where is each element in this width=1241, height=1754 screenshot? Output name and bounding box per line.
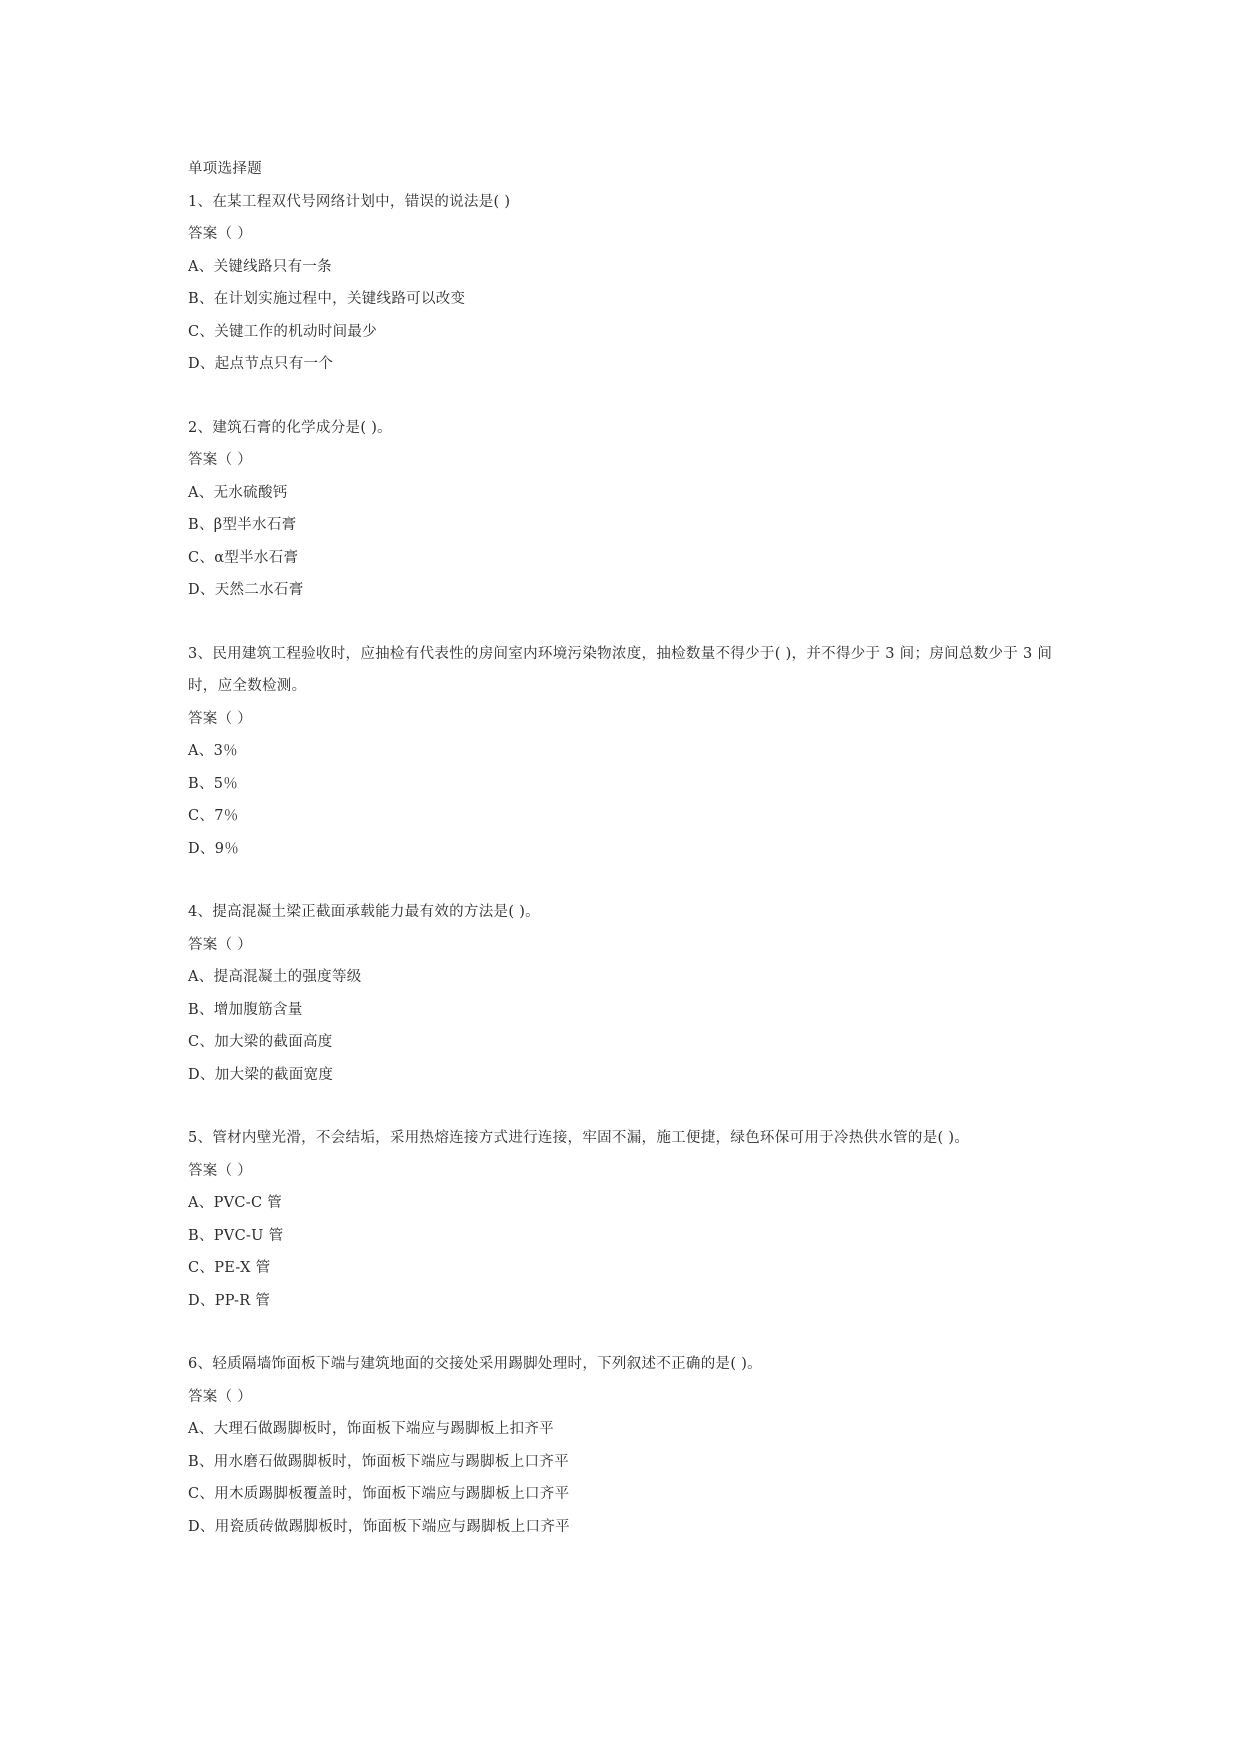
option-a: A、提高混凝土的强度等级: [188, 969, 362, 985]
question-4: [188, 896, 1068, 1091]
option-c: C、用木质踢脚板覆盖时，饰面板下端应与踢脚板上口齐平: [188, 1486, 570, 1502]
option-d: D、起点节点只有一个: [188, 356, 334, 372]
option-d: D、天然二水石膏: [188, 582, 304, 598]
spacer: [188, 607, 1068, 638]
option-b: B、增加腹筋含量: [188, 1001, 303, 1018]
spacer: [188, 381, 1068, 412]
spacer: [188, 1091, 1068, 1122]
option-b: B、在计划实施过程中，关键线路可以改变: [188, 291, 466, 307]
question-text: 5、管材内壁光滑，不会结垢，采用热熔连接方式进行连接，牢固不漏，施工便捷，绿色环保可用于冷热供水管的是( )。: [188, 1130, 970, 1146]
spacer: [188, 1317, 1068, 1348]
spacer: [188, 865, 1068, 896]
option-d: D、加大梁的截面宽度: [188, 1066, 334, 1083]
option-d: D、PP-R 管: [188, 1292, 271, 1309]
question-1: [188, 186, 1068, 381]
question-text: 1、在某工程双代号网络计划中，错误的说法是( ): [188, 193, 511, 210]
option-d: D、9％: [188, 840, 240, 857]
question-text: 2、建筑石膏的化学成分是( )。: [188, 419, 392, 436]
option-b: B、用水磨石做踢脚板时，饰面板下端应与踢脚板上口齐平: [188, 1453, 569, 1470]
question-text: 3、民用建筑工程验收时，应抽检有代表性的房间室内环境污染物浓度，抽检数量不得少于( )，并不得少于 3 间；房间总数少于 3 间时，应全数检测。: [188, 645, 1053, 694]
option-d: D、用瓷质砖做踢脚板时，饰面板下端应与踢脚板上口齐平: [188, 1518, 570, 1535]
option-c: C、α型半水石膏: [188, 549, 299, 566]
option-c: C、关键工作的机动时间最少: [188, 323, 377, 340]
question-text: 4、提高混凝土梁正截面承载能力最有效的方法是( )。: [188, 904, 540, 920]
option-c: C、7％: [188, 808, 239, 824]
answer-label: 答案（ ）: [188, 1162, 253, 1179]
option-b: B、PVC-U 管: [188, 1227, 284, 1244]
option-a: A、3％: [188, 743, 238, 759]
answer-label: 答案（ ）: [188, 1388, 253, 1405]
question-5: [188, 1122, 1068, 1317]
option-c: C、PE-X 管: [188, 1260, 271, 1276]
answer-label: 答案（ ）: [188, 452, 253, 468]
question-text: 6、轻质隔墙饰面板下端与建筑地面的交接处采用踢脚处理时，下列叙述不正确的是( )。: [188, 1356, 762, 1372]
option-a: A、大理石做踢脚板时，饰面板下端应与踢脚板上扣齐平: [188, 1421, 554, 1437]
question-3: [188, 638, 1068, 866]
document-page: [188, 153, 1068, 1543]
section-title: 单项选择题: [188, 161, 262, 177]
question-6: [188, 1348, 1068, 1543]
option-b: B、5％: [188, 775, 239, 792]
option-a: A、无水硫酸钙: [188, 484, 288, 501]
question-2: [188, 412, 1068, 607]
option-a: A、PVC-C 管: [188, 1195, 283, 1211]
option-b: B、β型半水石膏: [188, 517, 297, 533]
option-c: C、加大梁的截面高度: [188, 1034, 333, 1050]
answer-label: 答案（ ）: [188, 936, 253, 953]
answer-label: 答案（ ）: [188, 226, 253, 242]
option-a: A、关键线路只有一条: [188, 258, 332, 275]
answer-label: 答案（ ）: [188, 710, 253, 727]
